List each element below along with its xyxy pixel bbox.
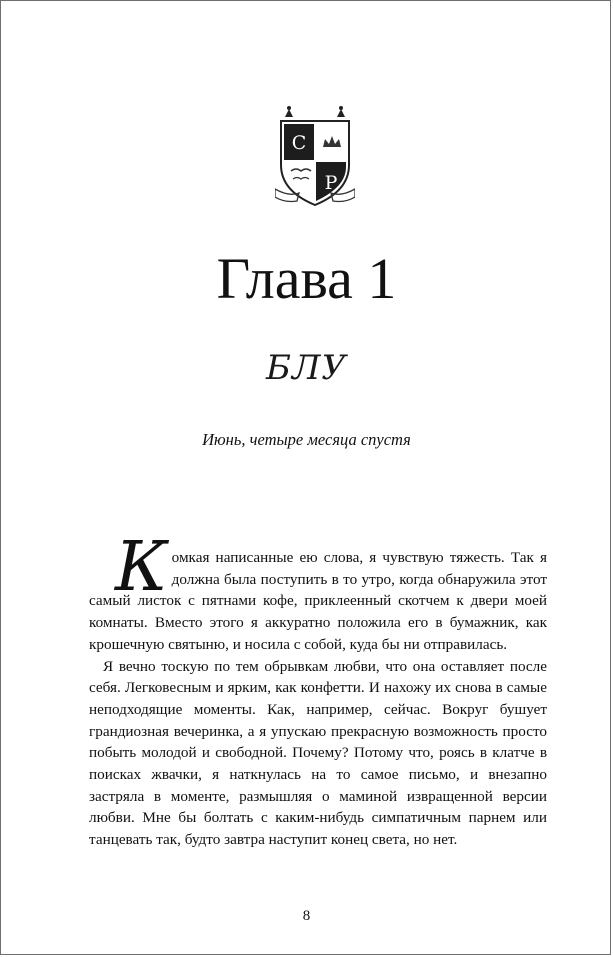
chapter-title: Глава 1 bbox=[216, 246, 397, 311]
crest-letter-right: P bbox=[324, 172, 338, 194]
character-name: БЛУ bbox=[266, 348, 347, 388]
body-text bbox=[89, 528, 547, 851]
paragraph-text: омкая написанные ею слова, я чувствую тяжесть. Так я должна была поступить в то утро, когда обнаружила этот самый листок с пятнами кофе, приклеенный скотчем к двери моей комнаты. Вместо этого я аккуратно положила его в бумажник, как крошечную святыню, и носила с собой, куда бы ни отправилась. bbox=[89, 549, 547, 653]
paragraph bbox=[89, 528, 547, 656]
crest-emblem-icon bbox=[275, 105, 355, 211]
crest-letter-left: C bbox=[291, 132, 307, 154]
paragraph-text: Я вечно тоскую по тем обрывкам любви, что она оставляет после себя. Легковесным и ярким, как конфетти. И нахожу их снова в самые неподходящие моменты. Как, например, сейчас. Вокруг бушует грандиозная вечеринка, а я упускаю прекрасную возможность просто побыть молодой и свободной. Почему? Потому что, роясь в клатче в поисках жвачки, я наткнулась на то самое письмо, и внезапно застряла в моменте, размышляя о маминой извращенной версии любви. Мне бы болтать с каким-нибудь симпатичным парнем или танцевать так, будто завтра наступит конец света, но нет. bbox=[89, 657, 547, 849]
page-number: 8 bbox=[302, 908, 311, 924]
drop-cap: К bbox=[115, 528, 168, 607]
chapter-subtitle: Июнь, четыре месяца спустя bbox=[202, 430, 411, 449]
paragraph bbox=[89, 656, 547, 851]
